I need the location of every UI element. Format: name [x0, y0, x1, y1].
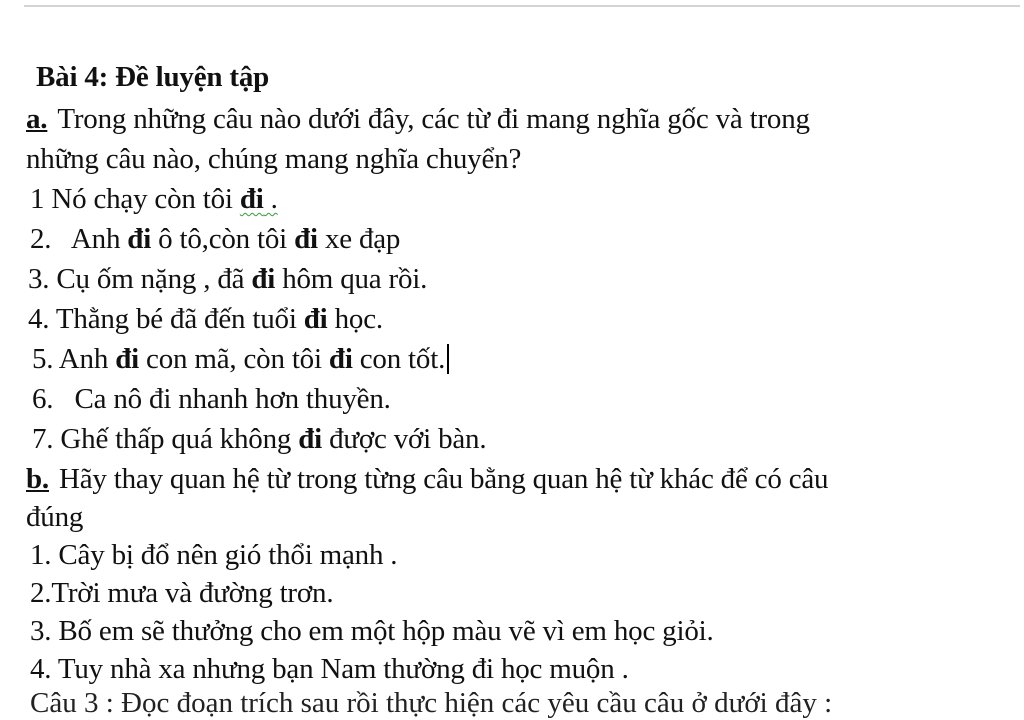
item-text: được với bàn.	[322, 423, 487, 455]
part-b-item-3: 3. Bố em sẽ thưởng cho em một hộp màu vẽ vì em học giỏi.	[30, 615, 714, 647]
item-text: 2. Anh	[30, 223, 128, 255]
part-a-label: a.	[26, 103, 48, 135]
part-a-item-6	[32, 382, 391, 416]
part-b-item-4: 4. Tuy nhà xa nhưng bạn Nam thường đi học muộn .	[30, 653, 629, 685]
part-b-item-1: 1. Cây bị đổ nên gió thổi mạnh .	[30, 539, 398, 571]
keyword-di: đi	[251, 263, 276, 295]
part-b-item-2: 2.Trời mưa và đường trơn.	[30, 577, 334, 609]
item-text: học.	[327, 303, 383, 335]
exercise-title: Bài 4: Đề luyện tập	[36, 61, 270, 93]
part-a-item-1	[30, 182, 278, 216]
item-text: con mã, còn tôi	[139, 343, 329, 375]
cut-off-line: Câu 3 : Đọc đoạn trích sau rồi thực hiện các yêu cầu câu ở dưới đây :	[30, 687, 833, 719]
part-a-item-4	[28, 302, 383, 336]
item-text: 6. Ca nô đi nhanh hơn thuyền.	[32, 383, 391, 415]
part-b-question-line-1	[26, 462, 828, 496]
keyword-di: đi	[127, 223, 152, 255]
part-a-item-2	[30, 222, 400, 256]
item-text: xe đạp	[317, 223, 401, 255]
part-a-question-text: Trong những câu nào dưới đây, các từ đi mang nghĩa gốc và trong	[57, 103, 810, 135]
item-text: 4. Thằng bé đã đến tuổi	[28, 303, 304, 335]
part-a-item-7	[32, 422, 486, 456]
part-a-question-line-2: những câu nào, chúng mang nghĩa chuyển?	[26, 143, 522, 175]
part-a-item-3	[28, 262, 427, 296]
item-text: 7. Ghế thấp quá không	[32, 423, 299, 455]
part-b-question-line-2: đúng	[26, 501, 84, 533]
keyword-di: đi	[298, 423, 323, 455]
keyword-di: đi	[303, 303, 328, 335]
part-a-item-5	[32, 342, 449, 376]
keyword-di: đi	[115, 343, 139, 375]
part-b-question-text: Hãy thay quan hệ từ trong từng câu bằng quan hệ từ khác để có câu	[58, 463, 829, 495]
top-divider	[24, 5, 1020, 7]
item-text: 5. Anh	[32, 343, 116, 375]
item-text: ô tô,còn tôi	[151, 223, 295, 255]
part-a-question-line-1	[26, 102, 810, 136]
item-text: 3. Cụ ốm nặng , đã	[28, 263, 252, 295]
item-text: .	[263, 183, 278, 215]
keyword-di: đi	[328, 343, 353, 375]
item-text: 1 Nó chạy còn tôi	[30, 183, 240, 215]
keyword-di: đi	[239, 183, 264, 215]
part-b-label: b.	[26, 463, 49, 495]
item-text: hôm qua rồi.	[275, 263, 428, 295]
text-cursor	[447, 344, 449, 374]
item-text: con tốt.	[352, 343, 446, 375]
keyword-di: đi	[294, 223, 318, 255]
